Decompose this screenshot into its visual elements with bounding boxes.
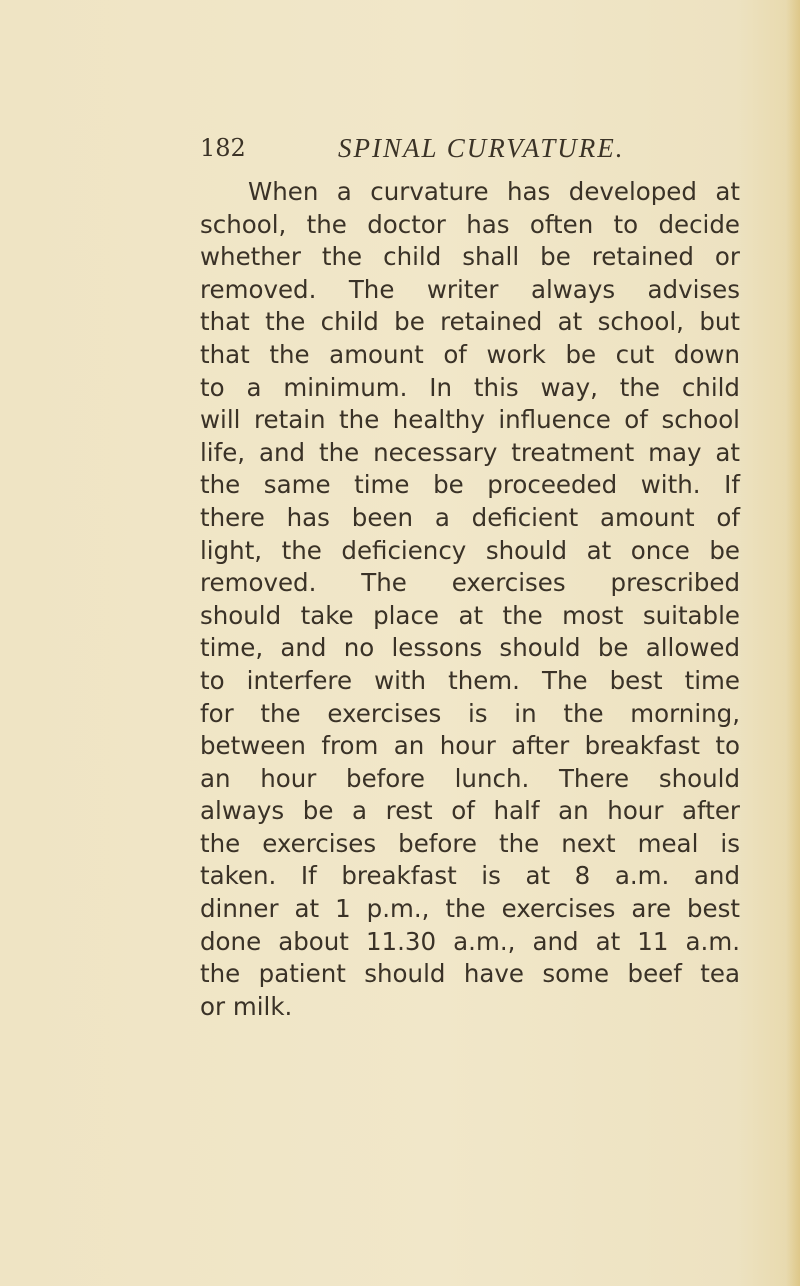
text-line: the patient should have some beef tea	[200, 959, 740, 989]
text-line: will retain the healthy influence of school	[200, 405, 740, 435]
text-line: done about 11.30 a.m., and at 11 a.m.	[200, 926, 740, 956]
text-line: should take place at the most suitable	[200, 600, 740, 630]
paragraph	[200, 176, 740, 1023]
text-line: whether the child shall be retained or	[200, 242, 740, 272]
text-line: dinner at 1 p.m., the exercises are best	[200, 894, 740, 924]
text-line: that the child be retained at school, but	[200, 307, 740, 337]
text-line: the exercises before the next meal is	[200, 828, 740, 858]
text-line: When a curvature has developed at	[248, 177, 740, 206]
page-edge-shadow	[786, 0, 800, 1286]
running-head	[200, 130, 640, 166]
text-line: between from an hour after breakfast to	[200, 731, 740, 761]
text-line: always be a rest of half an hour after	[200, 796, 740, 826]
text-line: taken. If breakfast is at 8 a.m. and	[200, 861, 740, 891]
text-line: light, the deficiency should at once be	[200, 535, 740, 565]
text-line: life, and the necessary treatment may at	[200, 437, 740, 467]
page-number: 182	[200, 134, 246, 162]
text-line: that the amount of work be cut down	[200, 339, 740, 369]
text-line: there has been a deficient amount of	[200, 502, 740, 532]
text-line: time, and no lessons should be allowed	[200, 633, 740, 663]
text-line: an hour before lunch. There should	[200, 763, 740, 793]
text-line: the same time be proceeded with. If	[200, 470, 740, 500]
text-line: removed. The exercises prescribed	[200, 568, 740, 598]
text-line: for the exercises is in the morning,	[200, 698, 740, 728]
running-title: SPINAL CURVATURE.	[338, 133, 625, 163]
text-line: or milk.	[200, 991, 293, 1021]
text-line: to interfere with them. The best time	[200, 665, 740, 695]
text-line: removed. The writer always advises	[200, 274, 740, 304]
text-line: to a minimum. In this way, the child	[200, 372, 740, 402]
text-line: school, the doctor has often to decide	[200, 209, 740, 239]
